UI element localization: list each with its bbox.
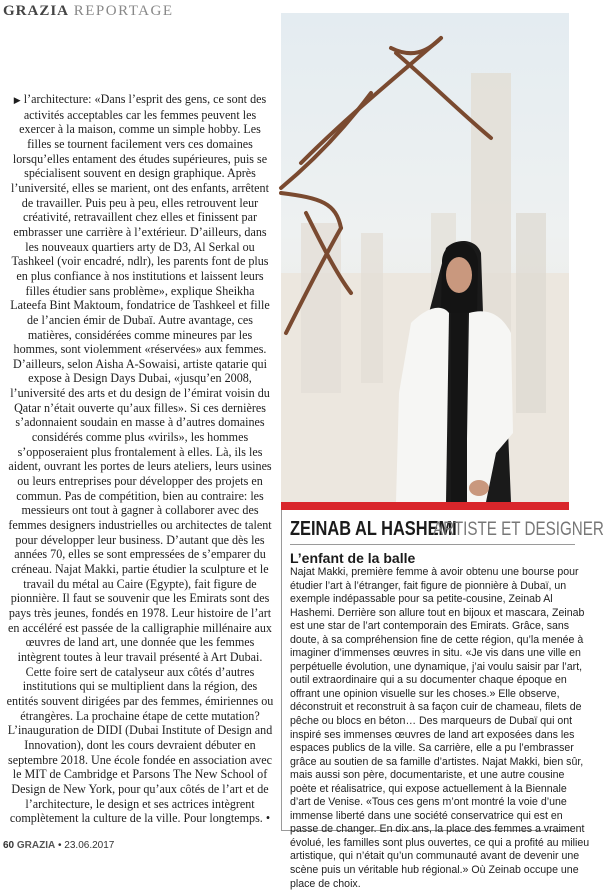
profile-name: ZEINAB AL HASHEMI: [290, 518, 457, 540]
page-header: [3, 3, 174, 20]
article-text: l’architecture: «Dans l’esprit des gens, ce sont des activités acceptables car les femmes peuvent les exercer à la maison, comme un simple hobby. Les filles se tournent facilement vers ces domaines lorsqu’elles entament des études supérieures, puis se spécialisent souvent en design graphique. Après l’université, elles se marient, ont des enfants, arrêtent de travailler. Puis peu à peu, elles retrouvent leur créativité, retravaillent chez elles et finissent par embrasser une carrière à l’extérieur. D’ailleurs, dans les nouveaux quartiers arty de D3, Al Serkal ou Tashkeel (voir encadré, ndlr), les parents font de plus en plus confiance à nos institutions et laissent leurs filles étudier sans problème», explique Sheikha Lateefa Bint Maktoum, fondatrice de Tashkeel et fille de l’ancien émir de Dubaï. Autre avantage, ces matières, considérées comme mineures par les hommes, sont violemment «réservées» aux femmes. D’ailleurs, selon Aisha A-Sowaisi, artiste qatarie qui expose à Design Days Dubai, «jusqu’en 2008, l’université des arts et du design de l’émirat voisin du Qatar n’était ouverte qu’aux filles». Si ces dernières s’adonnaient soudain en masse à d’autres domaines considérés comme plus «virils», les hommes s’opposeraient plus frontalement à elles. Là, ils les aident, ouvrant les portes de leurs ateliers, leurs usines ou leurs entreprises pour développer des projets en commun. Pas de compétition, bien au contraire: les messieurs ont tout à gagner à collaborer avec des femmes designers industrielles ou architectes de talent pour développer leur business. D’autant que dès les années 70, elles se sont empressées de s’emparer du créneau. Najat Makki, partie étudier la sculpture et le travail du métal au Caire (Egypte), fait figure de pionnière. Il faut se souvenir que les Emirats sont des pays très jeunes, fondés en 1978. Leur histoire de l’art en accéléré est passée de la calligraphie millénaire aux œuvres de land art, une donnée que les femmes intègrent toutes à leur travail présenté à Art Dubai. Cette foire sert de catalyseur aux côtés d’autres institutions qui se multiplient dans la région, des entités souvent dirigées par des femmes, émiriennes ou étrangères. La prochaine étape de cette mutation? L’inauguration de DIDI (Dubai Institute of Design and Innovation), dont les cours devraient débuter en septembre 2018. Une école fondée en association avec le MIT de Cambridge et Parsons The New School of Design de New York, pour qu’aux côtés de l’art et de l’architecture, le design et ses actrices intègrent complètement la culture de la ville. Pour longtemps. •: [6, 92, 274, 826]
title-divider: [290, 544, 575, 545]
triangle-bullet-icon: ▶: [13, 95, 21, 105]
profile-body: [290, 566, 590, 891]
profile-role: ARTISTE ET DESIGNER: [433, 519, 604, 540]
section-title: REPORTAGE: [73, 3, 174, 19]
article-paragraph: [6, 92, 274, 826]
profile-subtitle: L’enfant de la balle: [290, 550, 416, 566]
magazine-brand: GRAZIA: [3, 3, 70, 19]
profile-box: [281, 510, 604, 890]
accent-bar: [281, 502, 569, 510]
profile-text: Najat Makki, première femme à avoir obtenu une bourse pour étudier l’art à l’étranger, fait figure de pionnière à Dubaï, un exemple indépassable pour sa petite-cousine, Zeinab Al Hashemi. Derrière son allure tout en bijoux et mascara, Zeinab est une star de l’art contemporain des Emirats. Grâce, sans doute, à sa compréhension fine de cette région, qu’la menée à imaginer d’immenses œuvres in situ. «Je vis dans une ville en perpétuelle évolution, une dynamique, j’ai voulu saisir par l’art, outil extraordinaire qui a su documenter chaque époque en offrant une opinion visuelle sur les choses.» Elle observe, déconstruit et reconstruit à sa façon cuir de chameau, filets de pêche ou blocs en béton… Des marqueurs de Dubaï qui ont inspiré ses immenses œuvres de land art exposées dans les espaces publics de la ville. Sa carrière, elle a pu l’embrasser grâce au soutien de sa famille d’artistes. Najat Makki, bien sûr, mais aussi son père, documentariste, et une autre cousine poète et réalisatrice, qui expose actuellement à la Biennale d’art de Venise. «Tous ces gens m’ont montré la voie d’une immense liberté dans une société conservatrice qui est en passe de changer. En dix ans, la place des femmes a vraiment évolué, les familles sont plus ouvertes, ce qui a profité au milieu artistique, qui n’était qu’un communauté avant de devenir une scène puis un véritable hub régional.» Où Zeinab occupe une place de choix.: [290, 566, 590, 890]
article-column: [6, 92, 274, 826]
page-number: 60: [3, 840, 15, 851]
page-footer: [3, 840, 114, 851]
issue-date: • 23.06.2017: [58, 840, 115, 851]
footer-brand: GRAZIA: [16, 840, 56, 851]
photo-illustration: [281, 13, 569, 502]
portrait-photo: [281, 13, 569, 502]
profile-title: [290, 518, 604, 541]
